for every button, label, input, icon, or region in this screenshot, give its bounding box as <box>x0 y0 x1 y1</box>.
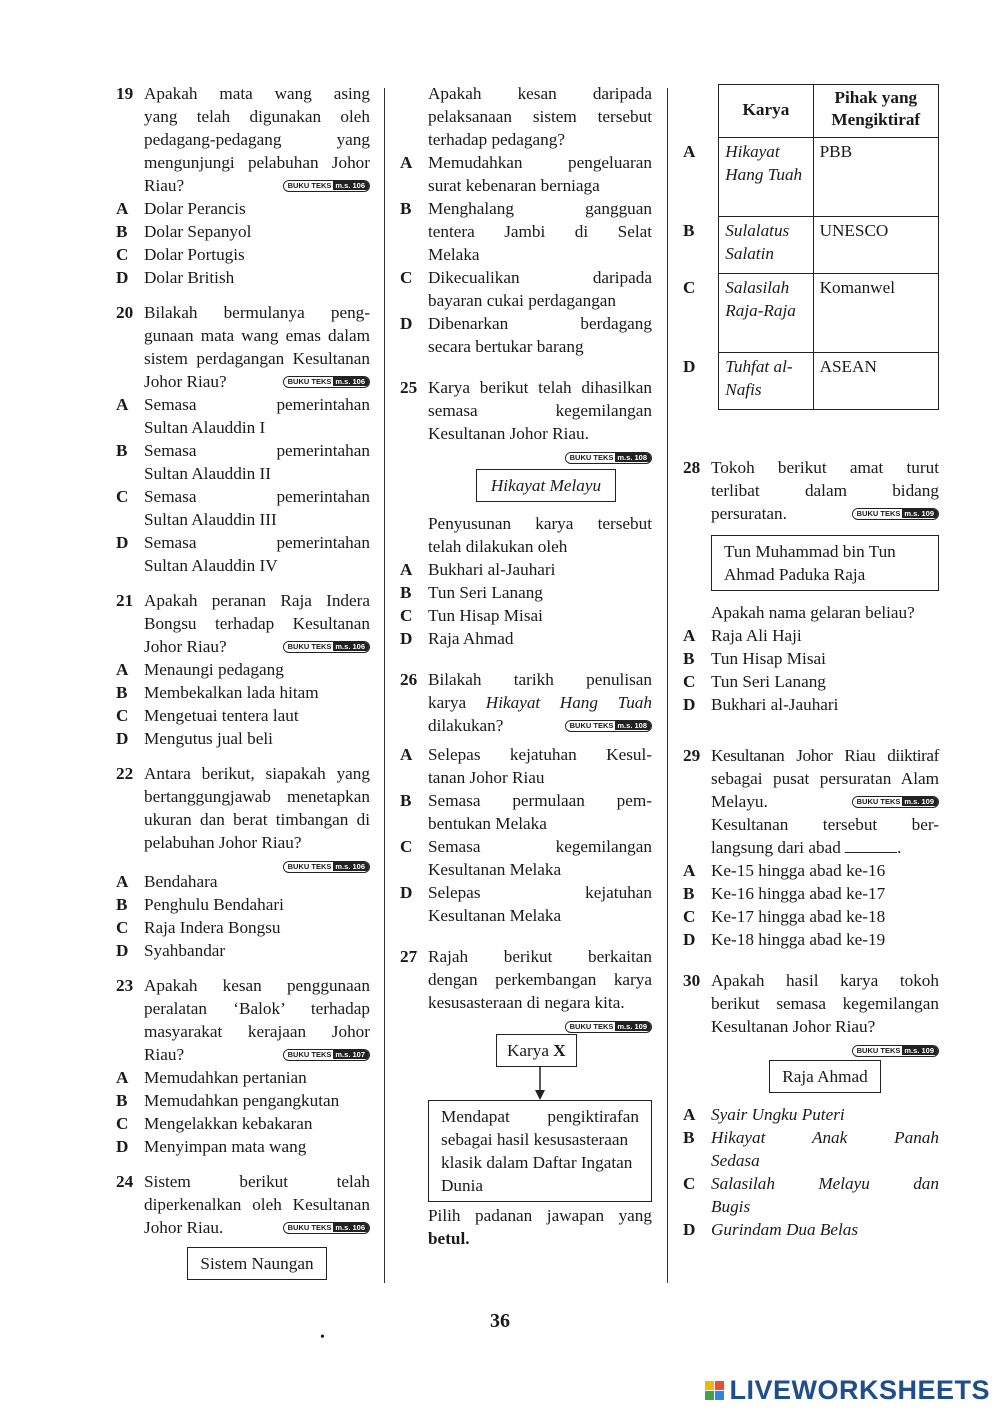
page-number: 36 <box>490 1310 510 1332</box>
question-24 <box>116 1170 370 1239</box>
answer-table-27 <box>683 84 939 410</box>
textbook-reference-tag: BUKU TEKS m.s. 106 <box>283 641 370 653</box>
textbook-reference-tag: BUKU TEKS m.s. 109 <box>852 508 939 520</box>
option-d[interactable]: D Bukhari al-Jauhari <box>683 695 839 714</box>
options-20 <box>116 393 370 577</box>
source-box: Hikayat Melayu <box>476 469 616 502</box>
option-d[interactable]: D Selepas kejatuhan Kesultanan Melaka <box>400 883 652 925</box>
option-a[interactable]: A Selepas kejatuhan Kesul- tanan Johor Riau <box>400 745 652 787</box>
textbook-reference-tag: BUKU TEKS m.s. 108 <box>565 452 652 464</box>
table-row[interactable]: C Salasilah Raja-Raja Komanwel <box>683 274 939 353</box>
recognition-box: Mendapat pengiktirafan sebagai hasil kesusasteraan klasik dalam Daftar Ingatan Dunia <box>428 1100 652 1202</box>
question-stem: Antara berikut, siapakah yang bertanggungjawab menetapkan ukuran dan berat timbangan di pelabuhan Johor Riau? BUKU TEKS m.s. 106 <box>144 764 370 872</box>
option-c[interactable]: C Tun Seri Lanang <box>683 672 826 691</box>
option-c[interactable]: C Mengelakkan kebakaran <box>116 1114 313 1133</box>
diagram-karya-x <box>428 1030 652 1195</box>
column-2 <box>400 82 652 1250</box>
source-box: Sistem Naungan <box>187 1247 326 1280</box>
options-22 <box>116 870 370 962</box>
question-number: 28 <box>683 458 701 477</box>
option-c[interactable]: C Tun Hisap Misai <box>400 606 543 625</box>
question-stem: Apakah kesan daripada pelaksanaan sistem tersebut terhadap pedagang? <box>428 84 652 149</box>
question-19 <box>116 82 370 197</box>
option-b[interactable]: B Semasa pemerintahan Sultan Alauddin II <box>116 441 370 483</box>
question-30 <box>683 969 939 1054</box>
brand-text: LIVEWORKSHEETS <box>729 1375 990 1405</box>
option-b[interactable]: B Tun Seri Lanang <box>400 583 543 602</box>
option-a[interactable]: A Memudahkan pengeluaran surat kebenaran berniaga <box>400 153 652 195</box>
option-c[interactable]: C Ke-17 hingga abad ke-18 <box>683 907 886 926</box>
column-1 <box>116 82 370 1280</box>
table-header-pihak: Pihak yang Mengiktiraf <box>813 85 938 138</box>
question-21 <box>116 589 370 658</box>
textbook-reference-tag: BUKU TEKS m.s. 106 <box>283 180 370 192</box>
option-d[interactable]: D Mengutus jual beli <box>116 729 273 748</box>
source-box: Tun Muhammad bin Tun Ahmad Paduka Raja <box>711 535 939 591</box>
option-b[interactable]: B Memudahkan pengangkutan <box>116 1091 340 1110</box>
option-a[interactable]: A Dolar Perancis <box>116 199 246 218</box>
question-number: 26 <box>400 670 418 689</box>
stray-mark: • <box>320 1330 325 1345</box>
answer-blank[interactable] <box>845 838 897 853</box>
textbook-reference-tag: BUKU TEKS m.s. 109 <box>852 796 939 808</box>
textbook-reference-tag: BUKU TEKS m.s. 108 <box>565 720 652 732</box>
option-b[interactable]: B Hikayat Anak Panah Sedasa <box>683 1128 939 1170</box>
question-number: 22 <box>116 764 134 783</box>
logo-icon <box>705 1381 724 1400</box>
question-number: 30 <box>683 971 701 990</box>
option-c[interactable]: C Raja Indera Bongsu <box>116 918 281 937</box>
column-divider-right <box>667 88 668 1283</box>
option-a[interactable]: A Bendahara <box>116 872 218 891</box>
textbook-reference-tag: BUKU TEKS m.s. 106 <box>283 1222 370 1234</box>
option-b[interactable]: B Ke-16 hingga abad ke-17 <box>683 884 886 903</box>
option-c[interactable]: C Semasa pemerintahan Sultan Alauddin III <box>116 487 370 529</box>
options-30 <box>683 1103 939 1241</box>
option-b[interactable]: B Semasa permulaan pem- bentukan Melaka <box>400 791 652 833</box>
textbook-reference-tag: BUKU TEKS m.s. 109 <box>852 1045 939 1057</box>
question-28-stem-2: Apakah nama gelaran beliau? <box>711 603 915 622</box>
question-27-stem-2: Pilih padanan jawapan yang betul. <box>428 1206 652 1248</box>
table-row[interactable]: A Hikayat Hang Tuah PBB <box>683 138 939 217</box>
question-stem: Karya berikut telah dihasilkan semasa kegemilangan Kesultanan Johor Riau. BUKU TEKS m.s. 108 <box>428 378 652 463</box>
textbook-reference-tag: BUKU TEKS m.s. 106 <box>283 376 370 388</box>
question-stem: Apakah peranan Raja Indera Bongsu terhadap Kesultanan Johor Riau? BUKU TEKS m.s. 106 <box>144 591 370 656</box>
option-b[interactable]: B Tun Hisap Misai <box>683 649 826 668</box>
option-c[interactable]: C Dolar Portugis <box>116 245 245 264</box>
option-a[interactable]: A Syair Ungku Puteri <box>683 1105 845 1124</box>
textbook-reference-tag: BUKU TEKS m.s. 109 <box>565 1021 652 1033</box>
options-29 <box>683 859 939 951</box>
question-26 <box>400 668 652 737</box>
question-27 <box>400 945 652 1030</box>
option-a[interactable]: A Raja Ali Haji <box>683 626 802 645</box>
option-a[interactable]: A Menaungi pedagang <box>116 660 284 679</box>
option-d[interactable]: D Semasa pemerintahan Sultan Alauddin IV <box>116 533 370 575</box>
question-number: 23 <box>116 976 134 995</box>
source-box: Raja Ahmad <box>769 1060 880 1093</box>
option-b[interactable]: B Dolar Sepanyol <box>116 222 252 241</box>
option-c[interactable]: C Salasilah Melayu dan Bugis <box>683 1174 939 1216</box>
option-b[interactable]: B Menghalang gangguan tentera Jambi di Selat Melaka <box>400 199 652 264</box>
textbook-reference-tag: BUKU TEKS m.s. 107 <box>283 1049 370 1061</box>
question-stem: Tokoh berikut amat turut terlibat dalam bidang persuratan. BUKU TEKS m.s. 109 <box>711 458 939 523</box>
table-row[interactable]: D Tuhfat al-Nafis ASEAN <box>683 353 939 410</box>
question-number: 21 <box>116 591 134 610</box>
question-29 <box>683 744 939 859</box>
karya-x-box: Karya X <box>496 1034 577 1067</box>
question-number: 25 <box>400 378 418 397</box>
question-25 <box>400 376 652 461</box>
question-20 <box>116 301 370 393</box>
question-25-stem-2: Penyusunan karya tersebut telah dilakukan oleh <box>428 514 652 556</box>
question-23 <box>116 974 370 1066</box>
options-25 <box>400 558 652 650</box>
question-stem: Kesultanan Johor Riau diiktiraf sebagai pusat persuratan Alam Melayu. BUKU TEKS m.s. 109 Kesultanan tersebut ber- langsung dari abad . <box>711 746 939 857</box>
option-a[interactable]: A Bukhari al-Jauhari <box>400 560 556 579</box>
option-d[interactable]: D Gurindam Dua Belas <box>683 1220 859 1239</box>
option-a[interactable]: A Memudahkan pertanian <box>116 1068 307 1087</box>
options-28 <box>683 624 939 716</box>
option-d[interactable]: D Menyimpan mata wang <box>116 1137 307 1156</box>
question-stem: Bilakah bermulanya peng- gunaan mata wang emas dalam sistem perdagangan Kesultanan Johor Riau? BUKU TEKS m.s. 106 <box>144 303 370 391</box>
question-stem: Apakah mata wang asing yang telah digunakan oleh pedagang-pedagang yang mengunjungi pelabuhan Johor Riau? BUKU TEKS m.s. 106 <box>144 84 370 195</box>
column-3 <box>683 84 939 1241</box>
option-d[interactable]: D Dolar British <box>116 268 235 287</box>
option-d[interactable]: D Raja Ahmad <box>400 629 514 648</box>
question-stem: Apakah hasil karya tokoh berikut semasa kegemilangan Kesultanan Johor Riau? BUKU TEKS m.s. 109 <box>711 971 939 1056</box>
question-number: 19 <box>116 84 134 103</box>
option-c[interactable]: C Mengetuai tentera laut <box>116 706 299 725</box>
option-d[interactable]: D Syahbandar <box>116 941 226 960</box>
option-d[interactable]: D Ke-18 hingga abad ke-19 <box>683 930 886 949</box>
arrow-down-icon <box>428 1030 652 1110</box>
table-row[interactable]: B Sulalatus Salatin UNESCO <box>683 217 939 274</box>
option-b[interactable]: B Penghulu Bendahari <box>116 895 284 914</box>
question-stem: Sistem berikut telah diperkenalkan oleh Kesultanan Johor Riau. BUKU TEKS m.s. 106 <box>144 1172 370 1237</box>
question-24-continued <box>400 82 652 151</box>
liveworksheets-logo <box>705 1375 990 1406</box>
options-21 <box>116 658 370 750</box>
options-26 <box>400 743 652 927</box>
options-19 <box>116 197 370 289</box>
textbook-reference-tag: BUKU TEKS m.s. 106 <box>283 861 370 873</box>
question-number: 24 <box>116 1172 134 1191</box>
question-stem: Bilakah tarikh penulisan karya Hikayat Hang Tuah dilakukan? BUKU TEKS m.s. 108 <box>428 670 652 735</box>
option-d[interactable]: D Dibenarkan berdagang secara bertukar barang <box>400 314 652 356</box>
question-number: 27 <box>400 947 418 966</box>
options-24 <box>400 151 652 358</box>
question-22 <box>116 762 370 870</box>
question-28 <box>683 456 939 525</box>
question-number: 29 <box>683 746 701 765</box>
option-c[interactable]: C Semasa kegemilangan Kesultanan Melaka <box>400 837 652 879</box>
question-stem: Apakah kesan penggunaan peralatan ‘Balok’ terhadap masyarakat kerajaan Johor Riau? BUKU TEKS m.s. 107 <box>144 976 370 1064</box>
table-header-karya: Karya <box>719 85 813 138</box>
question-stem: Rajah berikut berkaitan dengan perkembangan karya kesusasteraan di negara kita. BUKU TEKS m.s. 109 <box>428 947 652 1032</box>
option-c[interactable]: C Dikecualikan daripada bayaran cukai perdagangan <box>400 268 652 310</box>
option-a[interactable]: A Semasa pemerintahan Sultan Alauddin I <box>116 395 370 437</box>
option-b[interactable]: B Membekalkan lada hitam <box>116 683 319 702</box>
question-number: 20 <box>116 303 134 322</box>
options-23 <box>116 1066 370 1158</box>
option-a[interactable]: A Ke-15 hingga abad ke-16 <box>683 861 886 880</box>
column-divider-left <box>384 88 385 1283</box>
